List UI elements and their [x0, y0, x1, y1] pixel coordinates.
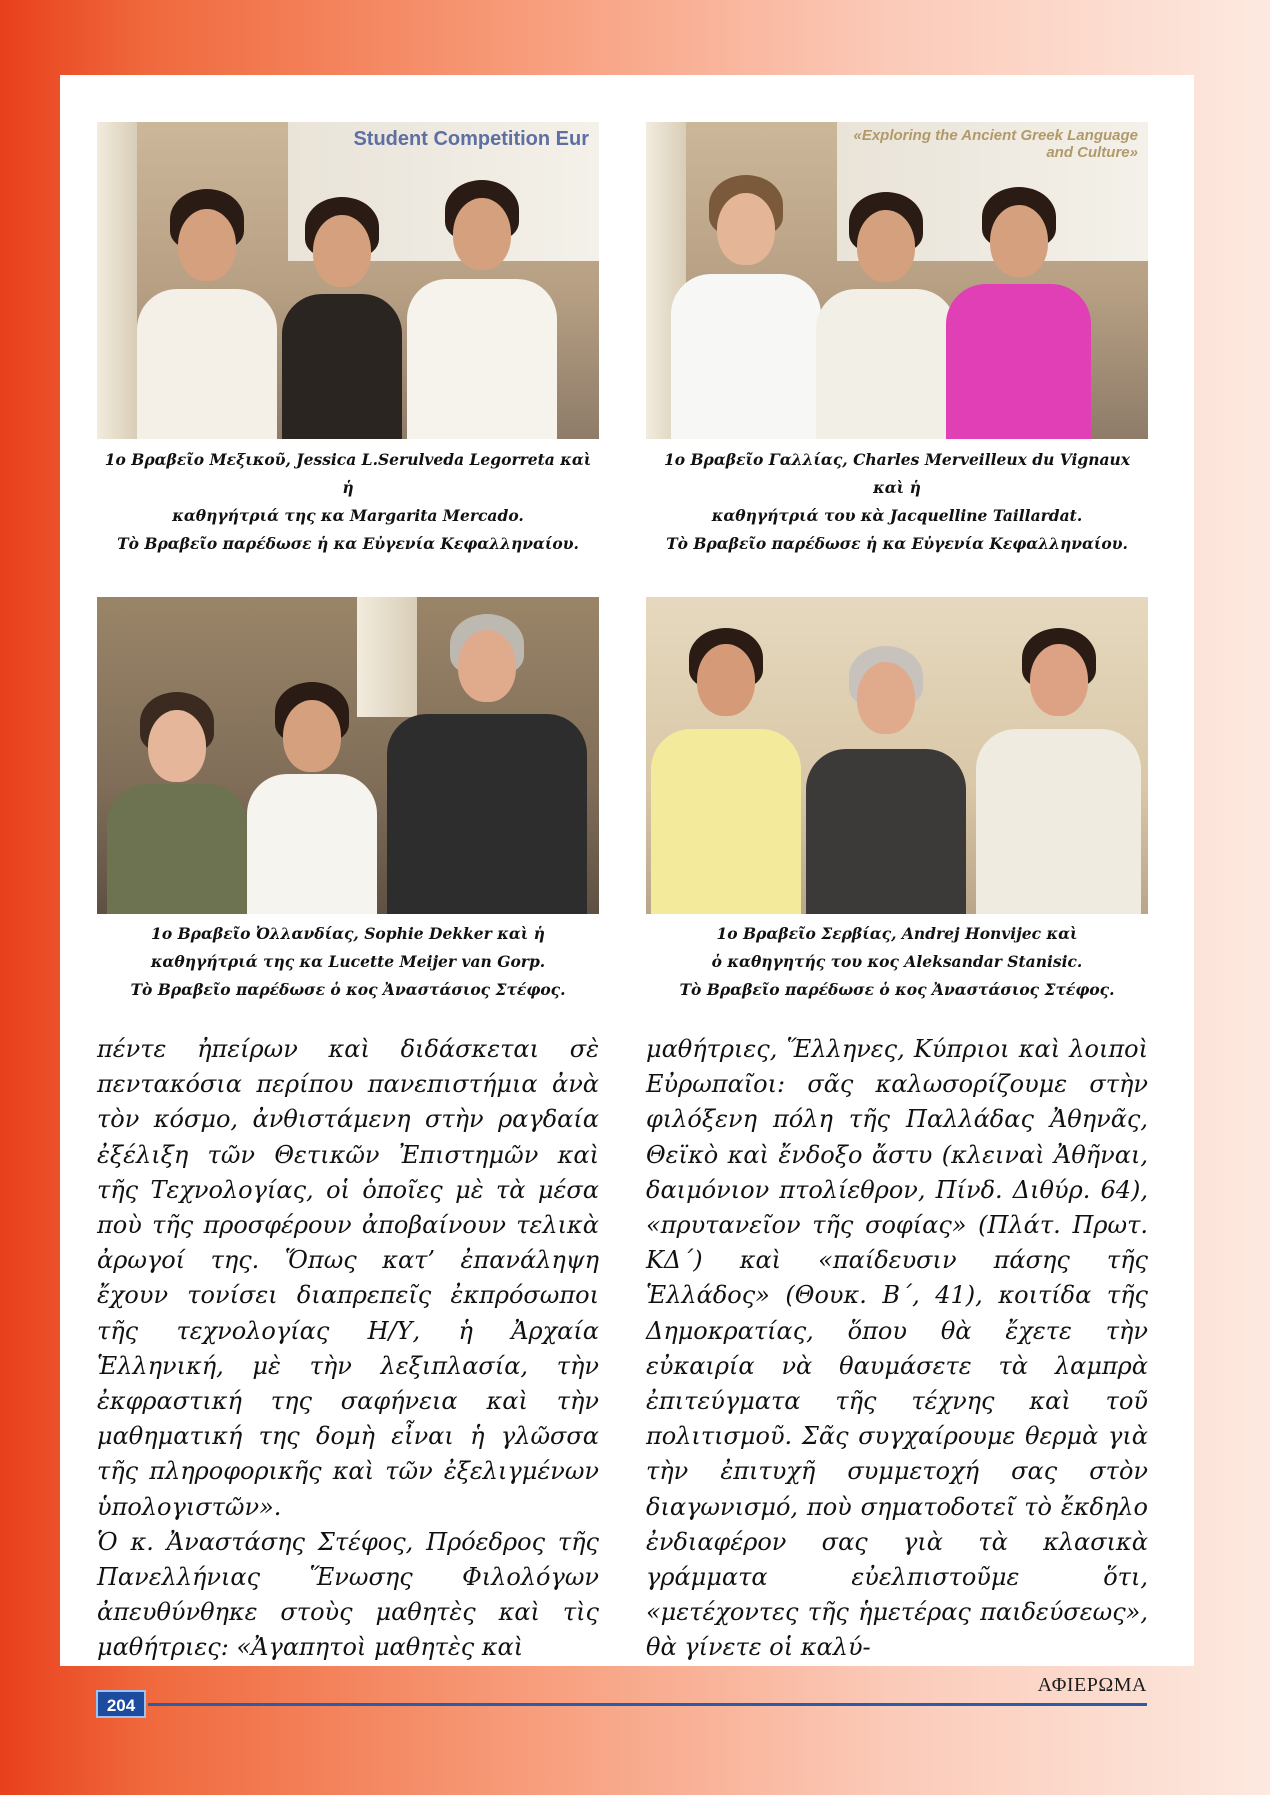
- caption-line: 1ο Βραβεῖο Σερβίας, Andrej Honvijec καὶ: [716, 924, 1078, 943]
- page-number: 204: [96, 1690, 146, 1718]
- banner-text: Student Competition Eur: [353, 128, 589, 150]
- photo-france-award: [646, 122, 1148, 439]
- banner-text: «Exploring the Ancient Greek Language and Culture»: [853, 127, 1138, 161]
- person: [107, 684, 247, 914]
- caption-line: Τὸ Βραβεῖο παρέδωσε ὁ κος Ἀναστάσιος Στέφος.: [130, 980, 566, 999]
- person: [806, 634, 966, 914]
- caption-line: Τὸ Βραβεῖο παρέδωσε ἡ κα Εὐγενία Κεφαλληναίου.: [117, 534, 579, 553]
- person: [282, 189, 402, 439]
- body-column-right: [646, 1032, 1148, 1666]
- caption-line: 1ο Βραβεῖο Μεξικοῦ, Jessica L.Serulveda Legorreta καὶ ἡ: [104, 450, 592, 497]
- person: [407, 174, 557, 439]
- caption-line: ὁ καθηγητής του κος Aleksandar Stanisic.: [711, 952, 1083, 971]
- photo-netherlands-award: [97, 597, 599, 914]
- caption-netherlands: [97, 920, 599, 1004]
- caption-line: 1ο Βραβεῖο Ὀλλανδίας, Sophie Dekker καὶ ἡ: [151, 924, 545, 943]
- caption-mexico: [97, 446, 599, 558]
- photo-mexico-award: [97, 122, 599, 439]
- caption-line: καθηγήτριά της κα Margarita Mercado.: [172, 506, 524, 525]
- caption-line: Τὸ Βραβεῖο παρέδωσε ὁ κος Ἀναστάσιος Στέφος.: [679, 980, 1115, 999]
- person: [816, 184, 956, 439]
- person: [976, 614, 1141, 914]
- caption-line: 1ο Βραβεῖο Γαλλίας, Charles Merveilleux du Vignaux καὶ ἡ: [663, 450, 1131, 497]
- person: [651, 614, 801, 914]
- caption-serbia: [646, 920, 1148, 1004]
- section-label: ΑΦΙΕΡΩΜΑ: [1037, 1674, 1147, 1696]
- photo-column: [97, 122, 137, 439]
- paragraph: πέντε ἠπείρων καὶ διδάσκεται σὲ πεντακόσια περίπου πανεπιστήμια ἀνὰ τὸν κόσμο, ἀνθιστάμενη στὴν ραγδαία ἐξέλιξη τῶν Θετικῶν Ἐπιστημῶν καὶ τῆς Τεχνολογίας, οἱ ὁποῖες μὲ τὰ μέσα ποὺ τῆς προσφέρουν ἀποβαίνουν τελικὰ ἀρωγοί της. Ὅπως κατ’ ἐπανάληψη ἔχουν τονίσει διαπρεπεῖς ἐκπρόσωποι τῆς τεχνολογίας Η/Υ, ἡ Ἀρχαία Ἑλληνική, μὲ τὴν λεξιπλασία, τὴν ἐκφραστική της σαφήνεια καὶ τὴν μαθηματική της δομὴ εἶναι ἡ γλῶσσα τῆς πληροφορικῆς καὶ τῶν ἐξελιγμένων ὑπολογιστῶν».: [97, 1035, 599, 1521]
- body-column-left: [97, 1032, 599, 1666]
- caption-line: Τὸ Βραβεῖο παρέδωσε ἡ κα Εὐγενία Κεφαλληναίου.: [666, 534, 1128, 553]
- caption-france: [646, 446, 1148, 558]
- footer-rule: [148, 1703, 1147, 1706]
- person: [671, 169, 821, 439]
- person: [387, 604, 587, 914]
- paragraph: Ὁ κ. Ἀναστάσης Στέφος, Πρόεδρος τῆς Πανελλήνιας Ἕνωσης Φιλολόγων ἀπευθύνθηκε στοὺς μαθητὲς καὶ τὶς μαθήτριες: «Ἀγαπητοὶ μαθητὲς καὶ: [97, 1527, 599, 1662]
- caption-line: καθηγήτριά της κα Lucette Meijer van Gorp.: [150, 952, 546, 971]
- paragraph: μαθήτριες, Ἕλληνες, Κύπριοι καὶ λοιποὶ Εὐρωπαῖοι: σᾶς καλωσορίζουμε στὴν φιλόξενη πόλη τῆς Παλλάδας Ἀθηνᾶς, Θεϊκὸ καὶ ἔνδοξο ἄστυ (κλειναὶ Ἀθῆναι, δαιμόνιον πτολίεθρον, Πίνδ. Διθύρ. 64), «πρυτανεῖον τῆς σοφίας» (Πλάτ. Πρωτ. ΚΔ΄) καὶ «παίδευσιν πάσης τῆς Ἑλλάδος» (Θουκ. Β΄, 41), κοιτίδα τῆς Δημοκρατίας, ὅπου θὰ ἔχετε τὴν εὐκαιρία νὰ θαυμάσετε τὰ λαμπρὰ ἐπιτεύγματα τῆς τέχνης καὶ τοῦ πολιτισμοῦ. Σᾶς συγχαίρουμε θερμὰ γιὰ τὴν ἐπιτυχῆ συμμετοχή σας στὸν διαγωνισμό, ποὺ σηματοδοτεῖ τὸ ἔκδηλο ἐνδιαφέρον σας γιὰ τὰ κλασικὰ γράμματα εὐελπιστοῦμε ὅτι, «μετέχοντες τῆς ἡμετέρας παιδεύσεως», θὰ γίνετε οἱ καλύ-: [646, 1035, 1148, 1662]
- person: [946, 179, 1091, 439]
- person: [137, 179, 277, 439]
- photo-serbia-award: [646, 597, 1148, 914]
- caption-line: καθηγήτριά του κὰ Jacquelline Taillardat.: [711, 506, 1083, 525]
- person: [247, 674, 377, 914]
